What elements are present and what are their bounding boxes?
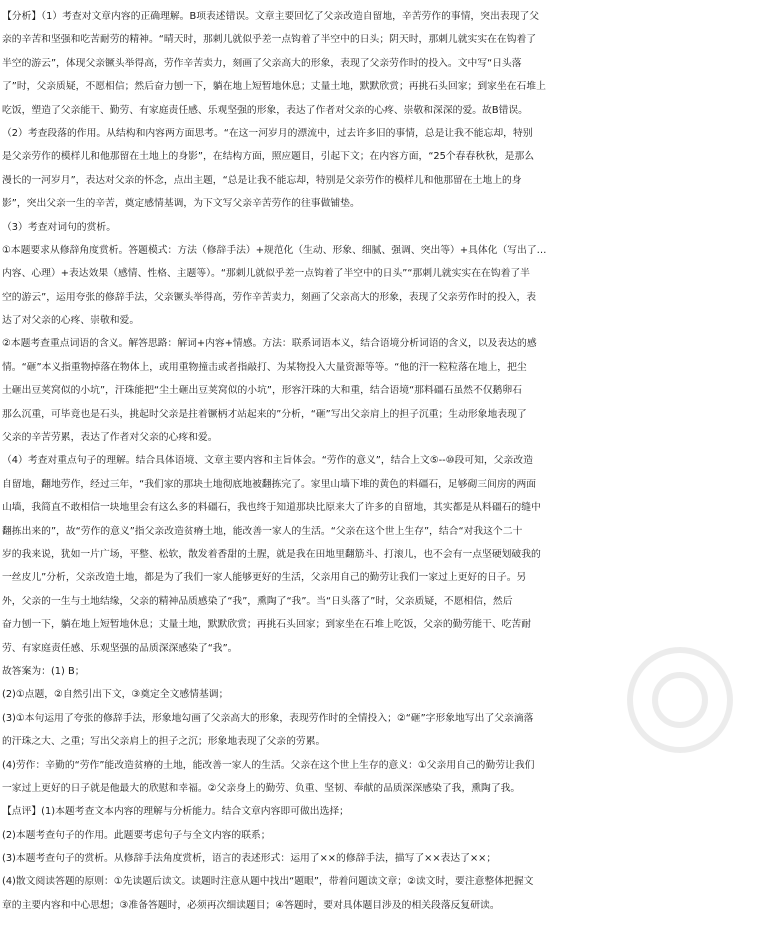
text-line: ①本题要求从修辞角度赏析。答题模式：方法（修辞手法）+规范化（生动、形象、细腻、强调、突出等）+具体化（写出了… bbox=[2, 244, 547, 256]
text-line: 一丝皮儿”分析，父亲改造土地，都是为了我们一家人能够更好的生活，父亲用自己的勤劳让我们一家过上更好的日子。另 bbox=[2, 572, 527, 584]
text-line: 土砸出豆荚窝似的小坑”，汗珠能把“尘土砸出豆荚窝似的小坑”，形容汗珠的大和重，结合语境“那料礓石虽然不仅鹅卵石 bbox=[2, 385, 522, 397]
text-line: 一家过上更好的日子就是他最大的欣慰和幸福。②父亲身上的勤劳、负重、坚韧、奉献的品质深深感染了我，熏陶了我。 bbox=[2, 782, 521, 794]
text-line: 情。“砸”本义指重物掉落在物体上，或用重物撞击或者指敲打、为某物投入大量资源等等。“他的汗一粒粒落在地上，把尘 bbox=[2, 361, 527, 373]
text-line: 空的游云”，运用夸张的修辞手法，父亲镢头举得高，劳作辛苦卖力，刻画了父亲高大的形象，表现了父亲劳作时的投入，表 bbox=[2, 291, 537, 303]
text-line: 漫长的一河岁月”，表达对父亲的怀念，点出主题，“总是让我不能忘却，特别是父亲劳作的模样儿和他那留在土地上的身 bbox=[2, 174, 522, 186]
text-line: （4）考查对重点句子的理解。结合具体语境、文章主要内容和主旨体会。“劳作的意义”，结合上文⑤--⑩段可知，父亲改造 bbox=[2, 455, 533, 467]
text-line: (2)①点题，②自然引出下文，③奠定全文感情基调； bbox=[2, 689, 229, 701]
text-line: 半空的游云”，体现父亲镢头举得高，劳作辛苦卖力，刻画了父亲高大的形象，表现了父亲劳作时的投入。文中写“日头落 bbox=[2, 57, 522, 69]
text-line: （2）考查段落的作用。从结构和内容两方面思考。“在这一河岁月的漂流中，过去许多旧的事情，总是让我不能忘却，特别 bbox=[2, 127, 533, 139]
text-line: 翻拣出来的”，故“劳作的意义”指父亲改造贫瘠土地，能改善一家人的生活。“父亲在这个世上生存”，结合“对我这个二十 bbox=[2, 525, 523, 537]
text-line: 岁的我来说，犹如一片广场，平整、松软，散发着香甜的土腥，就是我在田地里翻筋斗、打滚儿，也不会有一点坚硬划破我的 bbox=[2, 548, 541, 560]
text-line: 达了对父亲的心疼、崇敬和爱。 bbox=[2, 315, 140, 327]
text-line: ②本题考查重点词语的含义。解答思路：解词+内容+情感。方法：联系词语本义，结合语境分析词语的含义，以及表达的感 bbox=[2, 338, 537, 350]
text-line: 内容、心理）+表达效果（感情、性格、主题等）。“那刺儿就似乎差一点钩着了半空中的日头”“那刺儿就实实在在钩着了半 bbox=[2, 268, 530, 280]
text-line: 了”时，父亲质疑，不愿相信；然后奋力刨一下，躺在地上短暂地休息；丈量土地，默默欣赏；再挑石头回家；到家坐在石堆上 bbox=[2, 81, 546, 93]
text-line: (4)劳作：辛勤的“劳作”能改造贫瘠的土地，能改善一家人的生活。父亲在这个世上生存的意义：①父亲用自己的勤劳让我们 bbox=[2, 759, 535, 771]
text-line: 故答案为：(1) B； bbox=[2, 665, 85, 677]
text-line: 那么沉重，可毕竟也是石头，挑起时父亲是拄着镢柄才站起来的”分析，“砸”写出父亲肩上的担子沉重；生动形象地表现了 bbox=[2, 408, 527, 420]
text-line: 影”，突出父亲一生的辛苦，奠定感情基调，为下文写父亲辛苦劳作的往事做铺垫。 bbox=[2, 198, 360, 210]
text-line: 山墙，我简直不敢相信一块地里会有这么多的料礓石，我也终于知道那块比原来大了许多的自留地，其实都是从料礓石的缝中 bbox=[2, 502, 541, 514]
text-line: 外，父亲的一生与土地结缘，父亲的精神品质感染了“我”，熏陶了“我”。当“日头落了”时，父亲质疑，不愿相信，然后 bbox=[2, 595, 513, 607]
text-line: (3)本题考查句子的赏析。从修辞手法角度赏析，语言的表述形式：运用了××的修辞手法，描写了××表达了××； bbox=[2, 853, 497, 865]
text-line: 吃饭，塑造了父亲能干、勤劳、有家庭责任感、乐观坚强的形象，表达了作者对父亲的心疼、崇敬和深深的爱。故B错误。 bbox=[2, 104, 528, 116]
text-line: (2)本题考查句子的作用。此题要考虑句子与全文内容的联系； bbox=[2, 829, 271, 841]
text-line: 【点评】(1)本题考查文本内容的理解与分析能力。结合文章内容即可做出选择； bbox=[2, 806, 349, 818]
text-line: 奋力刨一下，躺在地上短暂地休息；丈量土地，默默欣赏；再挑石头回家；到家坐在石堆上吃饭，父亲的勤劳能干、吃苦耐 bbox=[2, 619, 532, 631]
text-line: 自留地，翻地劳作，经过三年，“我们家的那块土地彻底地被翻拣完了。家里山墙下堆的黄色的料礓石，足够砌三间房的两面 bbox=[2, 478, 537, 490]
analysis-text bbox=[2, 5, 780, 917]
text-line: 【分析】（1）考查对文章内容的正确理解。B项表述错误。文章主要回忆了父亲改造自留地，辛苦劳作的事情，突出表现了父 bbox=[2, 11, 540, 22]
text-line: （3）考查对词句的赏析。 bbox=[2, 221, 116, 233]
text-line: 劳、有家庭责任感、乐观坚强的品质深深感染了“我”。 bbox=[2, 642, 238, 654]
text-line: 的汗珠之大、之重；写出父亲肩上的担子之沉；形象地表现了父亲的劳累。 bbox=[2, 736, 326, 748]
text-line: 父亲的辛苦劳累，表达了作者对父亲的心疼和爱。 bbox=[2, 432, 218, 444]
text-line: (3)①本句运用了夸张的修辞手法，形象地勾画了父亲高大的形象，表现劳作时的全情投入；②“砸”字形象地写出了父亲滴落 bbox=[2, 712, 534, 724]
text-line: 是父亲劳作的模样儿和他那留在土地上的身影”，在结构方面，照应题目，引起下文；在内容方面，“25个春春秋秋，是那么 bbox=[2, 151, 535, 163]
text-line: 亲的辛苦和坚强和吃苦耐劳的精神。“晴天时，那刺儿就似乎差一点钩着了半空中的日头；阴天时，那刺儿就实实在在钩着了 bbox=[2, 34, 537, 46]
text-line: (4)散文阅读答题的原则：①先读题后读文。读题时注意从题中找出“题眼”，带着问题读文章；②读文时，要注意整体把握文 bbox=[2, 876, 534, 888]
text-line: 章的主要内容和中心思想；③准备答题时，必须再次细读题目；④答题时，要对具体题目涉及的相关段落反复研读。 bbox=[2, 899, 500, 911]
